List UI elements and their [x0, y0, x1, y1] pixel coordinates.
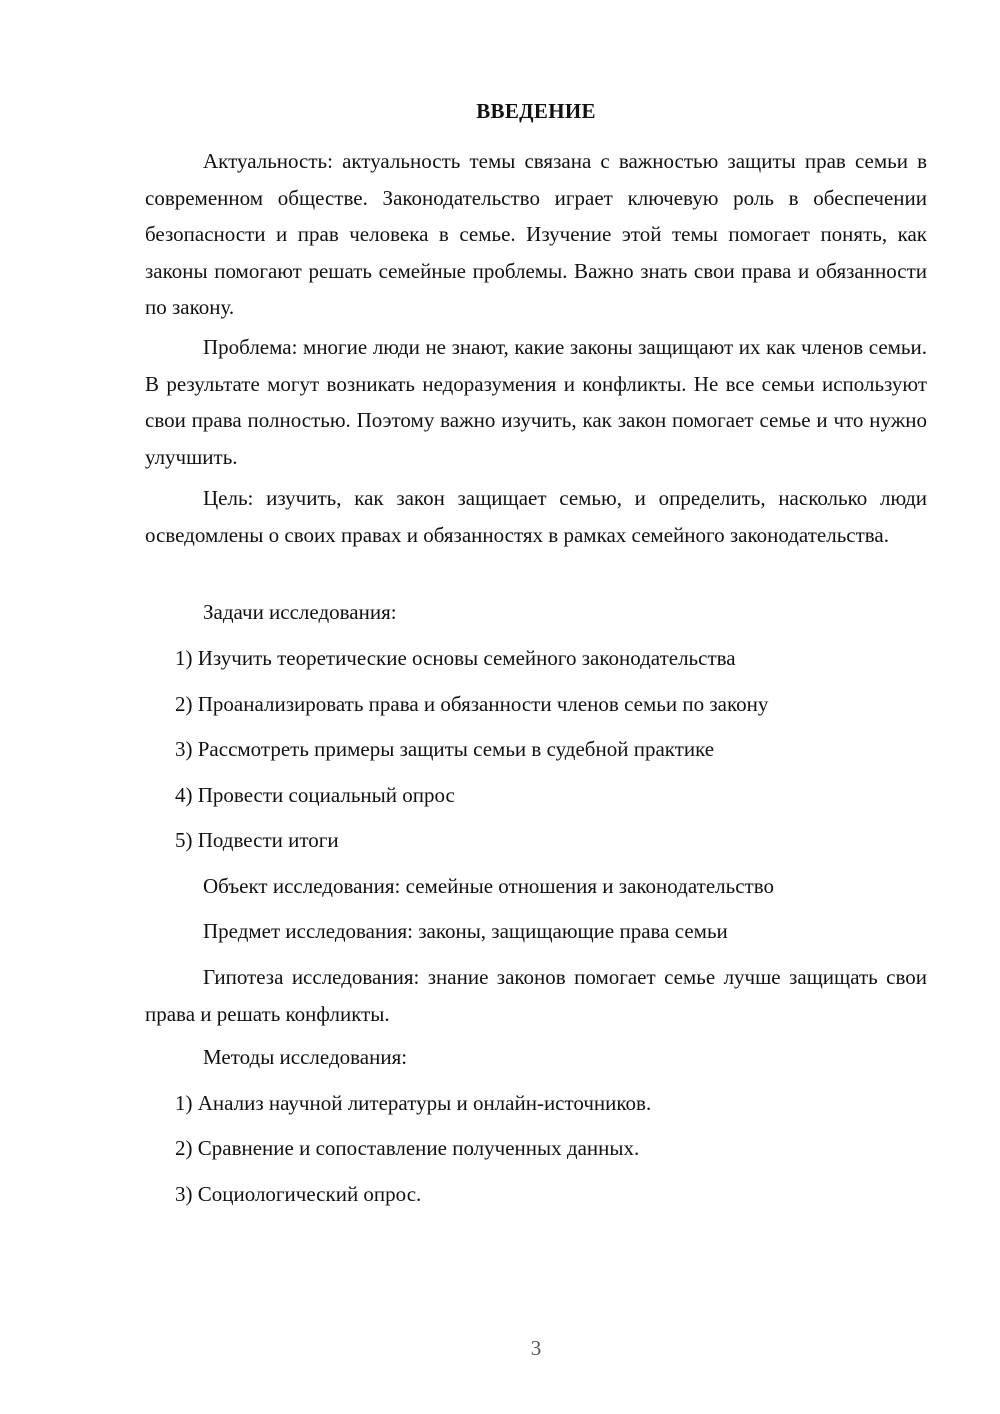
- task-item-5: 5) Подвести итоги: [175, 828, 339, 852]
- relevance-text: Актуальность: актуальность темы связана с важностью защиты прав семьи в современном обществе. Законодательство играет ключевую роль в обеспечении безопасности и прав человека в семье. Изучение этой темы помогает понять, как законы помогают решать семейные проблемы. Важно знать свои права и обязанности по закону.: [145, 149, 927, 319]
- tasks-heading: Задачи исследования:: [203, 600, 397, 624]
- relevance-paragraph: [145, 143, 927, 326]
- hypothesis-paragraph: [145, 959, 927, 1032]
- task-item-4: 4) Провести социальный опрос: [175, 783, 455, 807]
- problem-text: Проблема: многие люди не знают, какие законы защищают их как членов семьи. В результате могут возникать недоразумения и конфликты. Не все семьи используют свои права полностью. Поэтому важно изучить, как закон помогает семье и что нужно улучшить.: [145, 335, 927, 469]
- hypothesis-text: Гипотеза исследования: знание законов помогает семье лучше защищать свои права и решать конфликты.: [145, 965, 927, 1026]
- page-number: 3: [530, 1336, 542, 1360]
- goal-paragraph: [145, 480, 927, 553]
- task-item-3: 3) Рассмотреть примеры защиты семьи в судебной практике: [175, 737, 715, 761]
- task-item-1: 1) Изучить теоретические основы семейного законодательства: [175, 646, 736, 670]
- problem-paragraph: [145, 329, 927, 475]
- method-item-2: 2) Сравнение и сопоставление полученных данных.: [175, 1136, 640, 1160]
- research-subject: Предмет исследования: законы, защищающие права семьи: [203, 919, 728, 943]
- section-title: ВВЕДЕНИЕ: [476, 99, 596, 123]
- method-item-1: 1) Анализ научной литературы и онлайн-источников.: [175, 1091, 652, 1115]
- method-item-3: 3) Социологический опрос.: [175, 1182, 422, 1206]
- methods-heading: Методы исследования:: [203, 1045, 408, 1069]
- research-object: Объект исследования: семейные отношения и законодательство: [203, 874, 774, 898]
- task-item-2: 2) Проанализировать права и обязанности членов семьи по закону: [175, 692, 769, 716]
- goal-text: Цель: изучить, как закон защищает семью, и определить, насколько люди осведомлены о своих правах и обязанностях в рамках семейного законодательства.: [145, 486, 927, 547]
